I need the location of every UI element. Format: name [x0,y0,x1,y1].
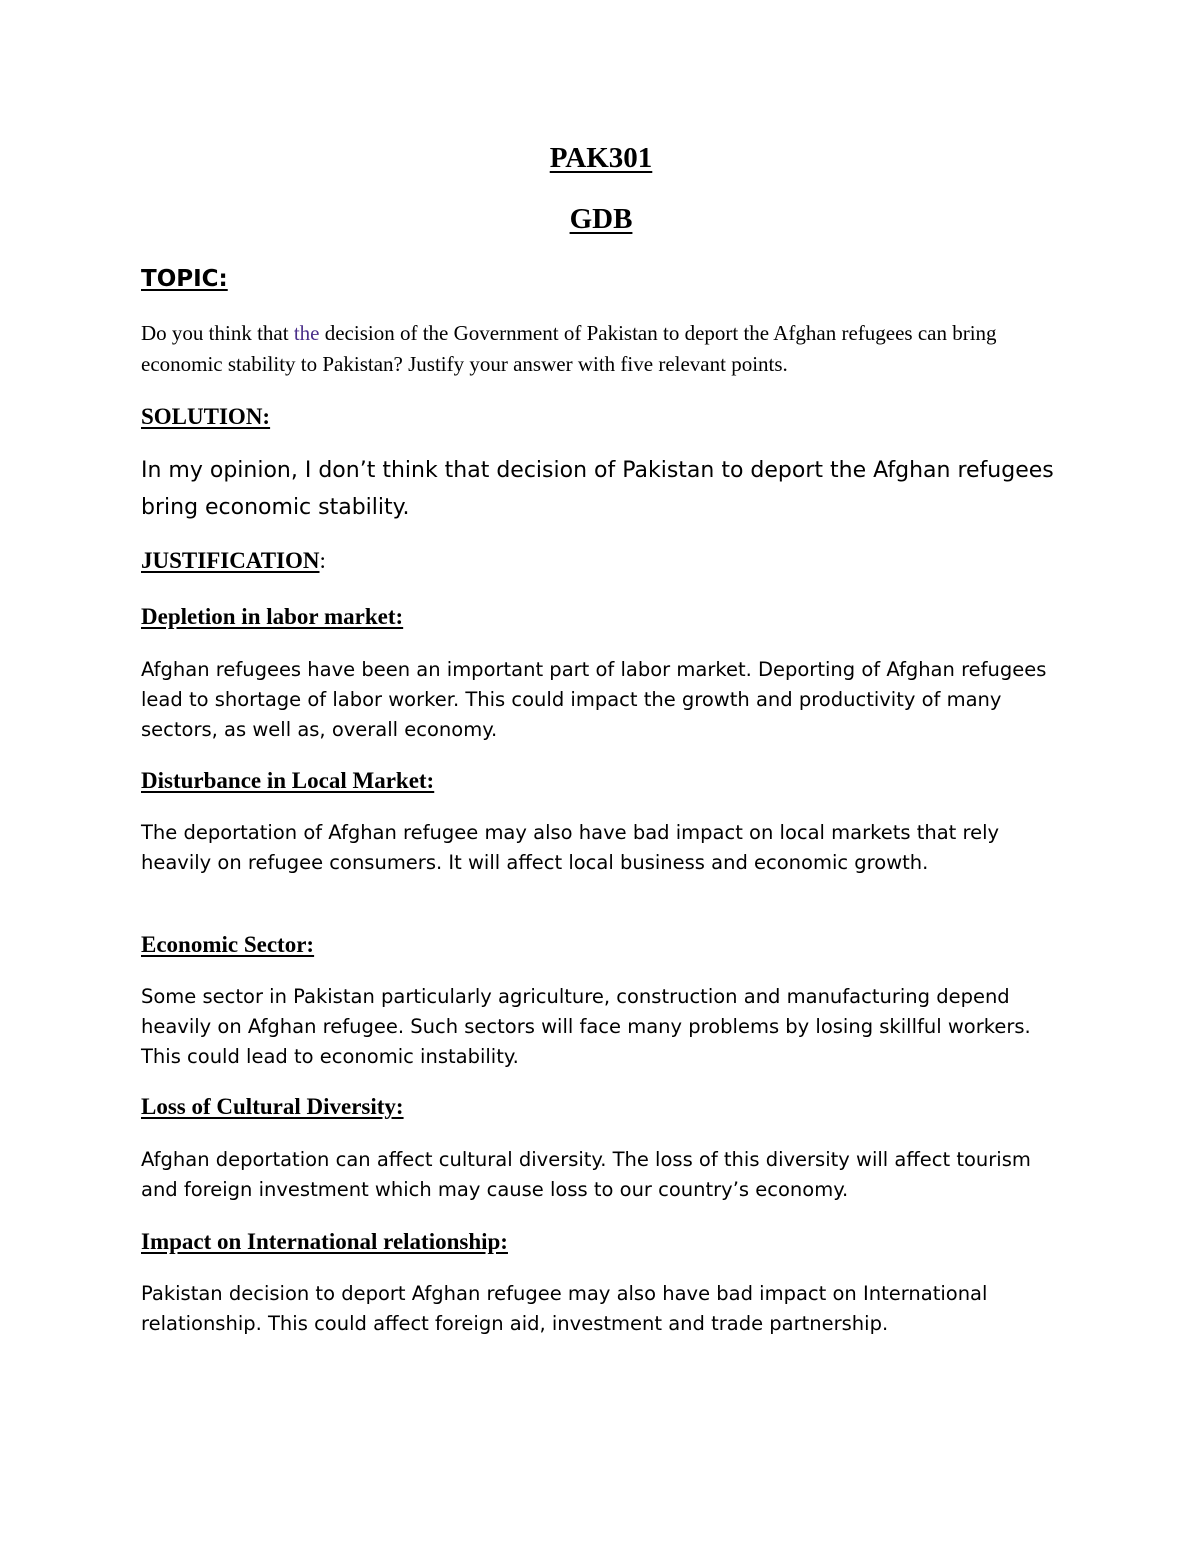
point-title-international-relationship: Impact on International relationship: [141,1229,508,1254]
topic-question-accent: the [293,321,320,345]
solution-heading: SOLUTION: [141,404,271,429]
point-title-cultural-diversity: Loss of Cultural Diversity: [141,1094,404,1119]
point-title-local-market: Disturbance in Local Market: [141,768,435,793]
topic-question-part1: Do you think that [141,321,294,345]
topic-question [141,318,1061,380]
topic-question-part2: decision of the Government of Pakistan to deport the Afghan refugees can bring economic stability to Pakistan? Justify your answer with five relevant points. [141,321,997,376]
point-text-cultural-diversity: Afghan deportation can affect cultural diversity. The loss of this diversity will affect tourism and foreign investment which may cause loss to our country’s economy. [141,1148,1031,1201]
justification-heading [141,548,326,574]
course-code-title: PAK301 [549,142,653,174]
point-text-international-relationship: Pakistan decision to deport Afghan refugee may also have bad impact on International relationship. This could affect foreign aid, investment and trade partnership. [141,1282,988,1335]
justification-heading-colon: : [319,548,326,573]
justification-heading-text: JUSTIFICATION [141,548,320,573]
point-text-local-market: The deportation of Afghan refugee may also have bad impact on local markets that rely heavily on refugee consumers. It will affect local business and economic growth. [141,821,1000,874]
assignment-type-title: GDB [569,203,633,235]
point-title-economic-sector: Economic Sector: [141,932,315,957]
topic-heading: TOPIC: [141,266,228,292]
point-title-labor-market: Depletion in labor market: [141,604,404,629]
point-text-economic-sector: Some sector in Pakistan particularly agriculture, construction and manufacturing depend heavily on Afghan refugee. Such sectors will face many problems by losing skillful workers. This could lead to economic instability. [141,985,1031,1068]
point-text-labor-market: Afghan refugees have been an important part of labor market. Deporting of Afghan refugees lead to shortage of labor worker. This could impact the growth and productivity of many sectors, as well as, overall economy. [141,658,1047,741]
solution-opinion: In my opinion, I don’t think that decision of Pakistan to deport the Afghan refugees bring economic stability. [141,458,1054,520]
